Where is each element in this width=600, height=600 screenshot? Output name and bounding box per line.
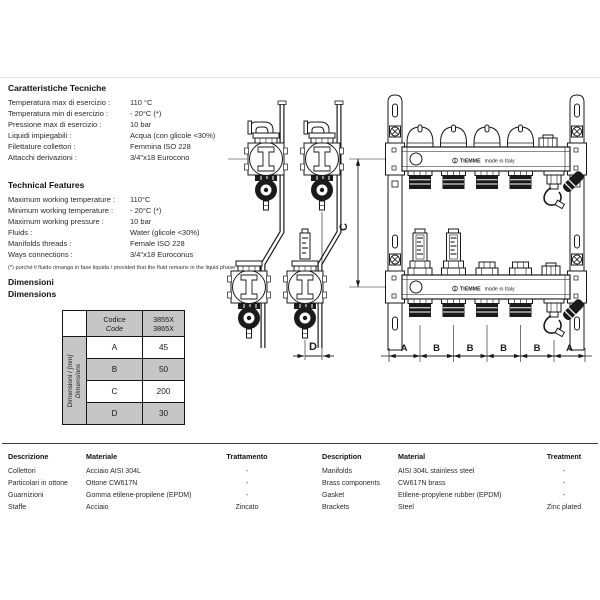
outlet-connection (408, 299, 432, 317)
valve-dome-cap (441, 125, 467, 147)
manifold-top (402, 125, 585, 209)
spec-row: Ways connections : 3/4"x18 Euroconus (8, 250, 194, 259)
valve-dome-cap (474, 125, 500, 147)
flow-meter (408, 229, 432, 275)
dim-label-b: B (533, 343, 541, 354)
spec-row: Minimum working temperature : - 20°C (*) (8, 206, 162, 215)
materials-table-en (322, 451, 594, 514)
table-row: Brass components CW617N brass - (322, 480, 566, 487)
spec-row: Manifolds threads : Female ISO 228 (8, 239, 185, 248)
table-row: Particolari in ottone Ottone CW617N - (8, 480, 249, 487)
valve-dome-cap (407, 125, 433, 147)
spec-row: Attacchi derivazioni : 3/4"x18 Eurocono (8, 153, 190, 162)
table-row: Manifolds AISI 304L stainless steel - (322, 468, 566, 475)
wall-bracket-left (386, 95, 405, 350)
materials-divider (2, 443, 598, 444)
flow-meter (442, 229, 466, 275)
dim-label-b: B (433, 343, 440, 354)
brand-text: TIEMME made in Italy (460, 286, 515, 293)
front-view (386, 95, 587, 350)
table-row: Collettori Acciaio AISI 304L - (8, 468, 249, 475)
dim-label-b: B (466, 343, 474, 354)
materials-header-row: Description Material Treatment (322, 452, 582, 461)
flow-tube-side (300, 229, 310, 259)
code-header-cell: Codice Code (87, 311, 143, 337)
spec-row: Maximum working pressure : 10 bar (8, 217, 152, 226)
outlet-connection (442, 299, 466, 317)
dim-label-b: B (500, 343, 507, 354)
section-title-dimensioni: Dimensioni (8, 277, 54, 287)
spec-row: Temperatura min di esercizio : - 20°C (*) (8, 109, 162, 118)
code-values-cell: 3855X 3865X (143, 311, 185, 337)
outlet-connection (509, 171, 533, 189)
liquid-phase-footnote: (*) purché il fluido rimanga in fase liquida / provided that the fluid remains in the liquid phase (8, 265, 236, 271)
side-view (228, 101, 344, 360)
outlet-connection (408, 171, 432, 189)
valve-dome-cap (508, 125, 534, 147)
outlet-connection (509, 299, 533, 317)
dim-label-d: D (309, 341, 317, 353)
table-row: D 30 (63, 403, 185, 425)
spec-row: Fluids : Water (glicole <30%) (8, 228, 200, 237)
table-row: Gasket Etilene-propylene rubber (EPDM) - (322, 492, 566, 499)
vent-cap (539, 135, 557, 147)
manifold-bottom (402, 229, 585, 337)
brand-text: TIEMME made in Italy (460, 158, 515, 165)
table-row: Guarnizioni Gomma etilene-propilene (EPDM) - (8, 492, 249, 499)
outlet-connection (475, 299, 499, 317)
section-title-caratteristiche: Caratteristiche Tecniche (8, 83, 107, 93)
dim-label-a: A (400, 343, 408, 354)
table-row: B 50 (63, 359, 185, 381)
section-title-technical-features: Technical Features (8, 180, 85, 190)
vent-cap (542, 263, 560, 275)
table-row: Dimensioni / [mm] Dimensions A 45 (63, 337, 185, 359)
outlet-connection (475, 171, 499, 189)
section-title-dimensions: Dimensions (8, 289, 57, 299)
materials-header-row: Descrizione Materiale Trattamento (8, 452, 268, 461)
spec-row: Temperatura max di esercizio : 110 °C (8, 98, 153, 107)
spec-row: Maximum working temperature : 110°C (8, 195, 151, 204)
dimension-d (293, 341, 334, 356)
dimensions-side-label: Dimensioni / [mm] Dimensions (63, 337, 87, 425)
dim-label-a: A (566, 343, 573, 354)
outlet-connection (442, 171, 466, 189)
table-row: C 200 (63, 381, 185, 403)
dim-label-c: C (338, 223, 350, 231)
spec-row: Pressione max di esercizio : 10 bar (8, 120, 152, 129)
hex-cap (476, 262, 498, 275)
table-row: Staffe Acciaio Zincato (8, 504, 259, 511)
materials-table-it (8, 451, 280, 514)
spec-row: Liquidi impiegabili : Acqua (con glicole <30%) (8, 131, 216, 140)
spec-row: Filettature collettori : Femmina ISO 228 (8, 142, 191, 151)
table-row: Brackets Steel Zinc plated (322, 504, 582, 511)
hex-cap (510, 262, 532, 275)
